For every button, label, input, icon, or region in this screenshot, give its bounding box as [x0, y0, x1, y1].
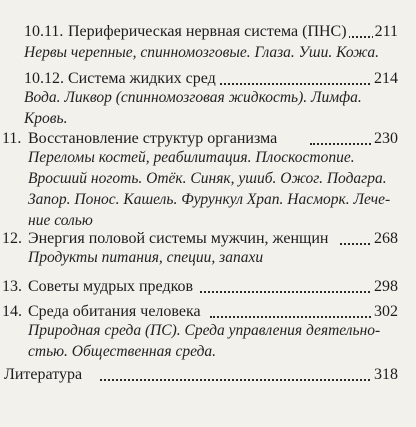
toc-entry-subtitle: Природная среда (ПС). Среда управления деятельно- [28, 322, 381, 339]
toc-entry-title: Советы мудрых предков [28, 278, 194, 295]
toc-entry-subtitle: Кровь. [24, 110, 68, 127]
toc-entry-page: 211 [374, 23, 398, 40]
toc-entry-number: 13. [2, 278, 22, 295]
toc-entry-title: Энергия половой системы мужчин, женщин [28, 230, 329, 247]
toc-entry-subtitle: Вода. Ликвор (спинномозговая жидкость). Лимфа. [24, 89, 362, 106]
toc-entry-title: Система жидких сред [68, 70, 216, 87]
toc-leader-dots [200, 291, 382, 293]
toc-entry-14 [0, 300, 416, 322]
toc-entry-page: 214 [374, 70, 398, 87]
toc-entry-10-11 [0, 20, 416, 42]
toc-entry-subtitle: Переломы костей, реабилитация. Плоскостопие. [28, 149, 355, 166]
toc-entry-page: 298 [374, 278, 398, 295]
toc-entry-number: 12. [2, 230, 22, 247]
toc-entry-subtitle: ние солью [28, 212, 93, 229]
toc-entry-subtitle: Запор. Понос. Кашель. Фурункул Храп. Насморк. Лече- [28, 191, 391, 208]
toc-entry-subtitle: Вросший ноготь. Отёк. Синяк, ушиб. Ожог. Подагра. [28, 170, 387, 187]
toc-entry-title: Периферическая нервная система (ПНС) [68, 23, 347, 40]
toc-entry-page: 302 [374, 303, 398, 320]
toc-entry-subtitle: Продукты питания, специи, запахи [28, 249, 264, 266]
toc-leader-dots [220, 83, 382, 85]
toc-entry-page: 318 [374, 366, 398, 383]
toc-entry-13 [0, 275, 416, 297]
toc-entry-title: Восстановление структур организма [28, 130, 278, 147]
toc-leader-dots [210, 316, 382, 318]
toc-entry-number: 11. [2, 130, 22, 147]
toc-entry-subtitle: стью. Общественная среда. [28, 343, 217, 360]
toc-entry-page: 230 [374, 130, 398, 147]
toc-entry-subtitle: Нервы черепные, спинномозговые. Глаза. Уши. Кожа. [24, 44, 380, 61]
toc-entry-bibliography [0, 363, 416, 385]
toc-entry-12 [0, 227, 416, 249]
toc-entry-number: 10.12. [24, 70, 64, 87]
toc-entry-10-12 [0, 67, 416, 89]
toc-entry-number: 10.11. [24, 23, 64, 40]
toc-entry-number: 14. [2, 303, 22, 320]
toc-entry-title: Среда обитания человека [28, 303, 201, 320]
toc-entry-11 [0, 127, 416, 149]
toc-entry-title: Литература [4, 366, 83, 383]
toc-entry-page: 268 [374, 230, 398, 247]
toc-leader-dots [100, 379, 382, 381]
